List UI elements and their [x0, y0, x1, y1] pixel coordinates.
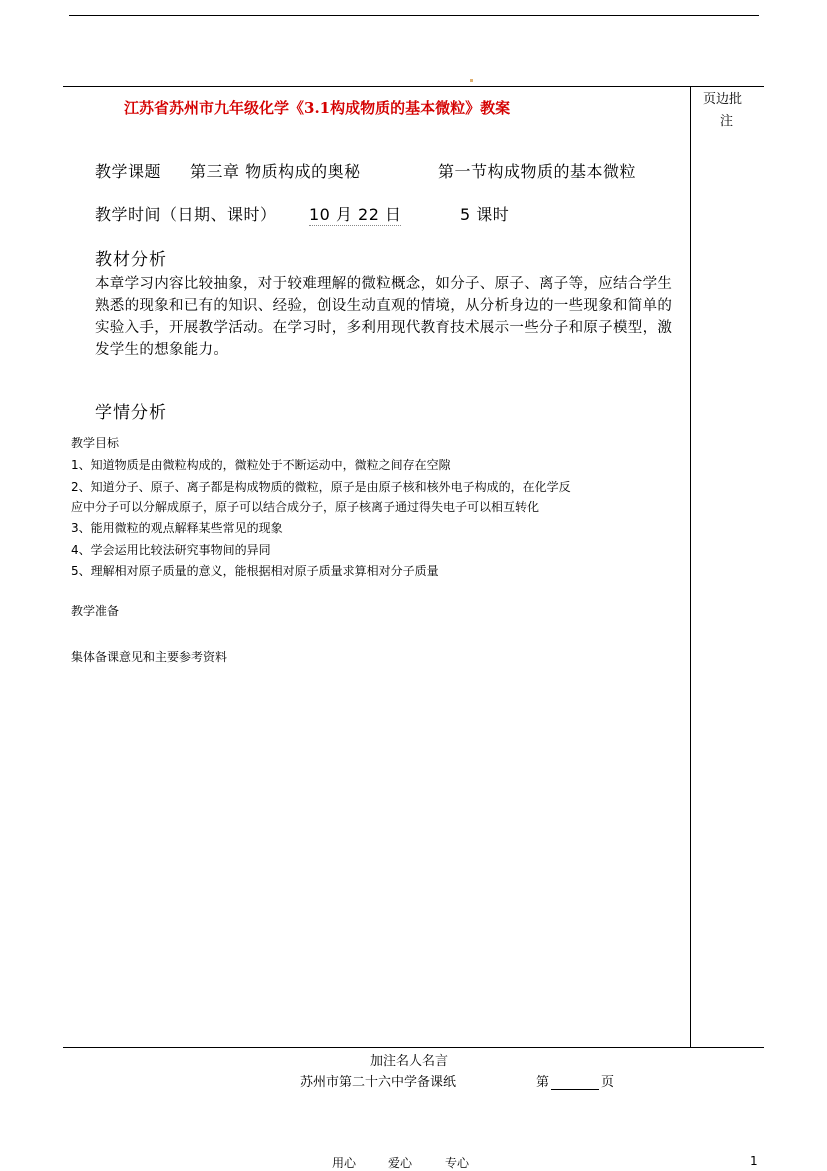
table-bottom-border	[63, 1047, 764, 1048]
student-heading: 学情分析	[95, 403, 167, 423]
bottom-word: 用心	[332, 1156, 357, 1170]
material-text: 本章学习内容比较抽象，对于较难理解的微粒概念，如分子、原子、离子等，应结合学生熟悉的现象和已有的知识、经验，创设生动直观的情境，从分析身边的一些现象和简单的实验入手，开展教学活动。在学习时，多利用现代教育技术展示一些分子和原子模型，激发学生的想象能力。	[95, 276, 673, 358]
footer-school: 苏州市第二十六中学备课纸	[300, 1075, 457, 1090]
time-label: 教学时间（日期、课时）	[95, 205, 277, 224]
preparation-heading: 教学准备	[71, 604, 120, 618]
collective-heading: 集体备课意见和主要参考资料	[71, 650, 228, 664]
time-periods: 5 课时	[460, 205, 510, 224]
margin-note-line2: 注	[720, 114, 734, 129]
footer-page-field	[536, 1071, 614, 1090]
margin-note-line1: 页边批	[703, 92, 743, 107]
objective-item: 1、知道物质是由微粒构成的，微粒处于不断运动中，微粒之间存在空隙	[71, 458, 451, 472]
objectives-heading: 教学目标	[71, 436, 120, 450]
margin-column-divider	[690, 86, 691, 1048]
time-date: 10 月 22 日	[309, 202, 401, 226]
topic-chapter: 第三章 物质构成的奥秘	[190, 162, 361, 181]
objective-item: 4、学会运用比较法研究事物间的异同	[71, 543, 271, 557]
page-title: 江苏省苏州市九年级化学《3.1构成物质的基本微粒》教案	[124, 99, 511, 117]
table-top-border	[63, 86, 764, 87]
objective-item: 5、理解相对原子质量的意义，能根据相对原子质量求算相对分子质量	[71, 564, 439, 578]
objective-item: 应中分子可以分解成原子，原子可以结合成分子，原子核离子通过得失电子可以相互转化	[71, 500, 540, 514]
top-rule	[69, 15, 759, 16]
page-blank	[551, 1075, 599, 1090]
objective-item: 3、能用微粒的观点解释某些常见的现象	[71, 521, 283, 535]
material-heading: 教材分析	[95, 250, 167, 270]
topic-section: 第一节构成物质的基本微粒	[438, 162, 637, 181]
bottom-word: 专心	[445, 1156, 470, 1170]
page-suffix: 页	[601, 1075, 615, 1090]
objective-item: 2、知道分子、原子、离子都是构成物质的微粒，原子是由原子核和核外电子构成的，在化学反	[71, 480, 571, 494]
page-prefix: 第	[536, 1075, 550, 1090]
footer-quote: 加注名人名言	[370, 1054, 449, 1069]
decorative-dot	[470, 79, 473, 82]
page-number: 1	[750, 1154, 758, 1168]
bottom-word: 爱心	[388, 1156, 413, 1170]
topic-label: 教学课题	[95, 162, 162, 181]
